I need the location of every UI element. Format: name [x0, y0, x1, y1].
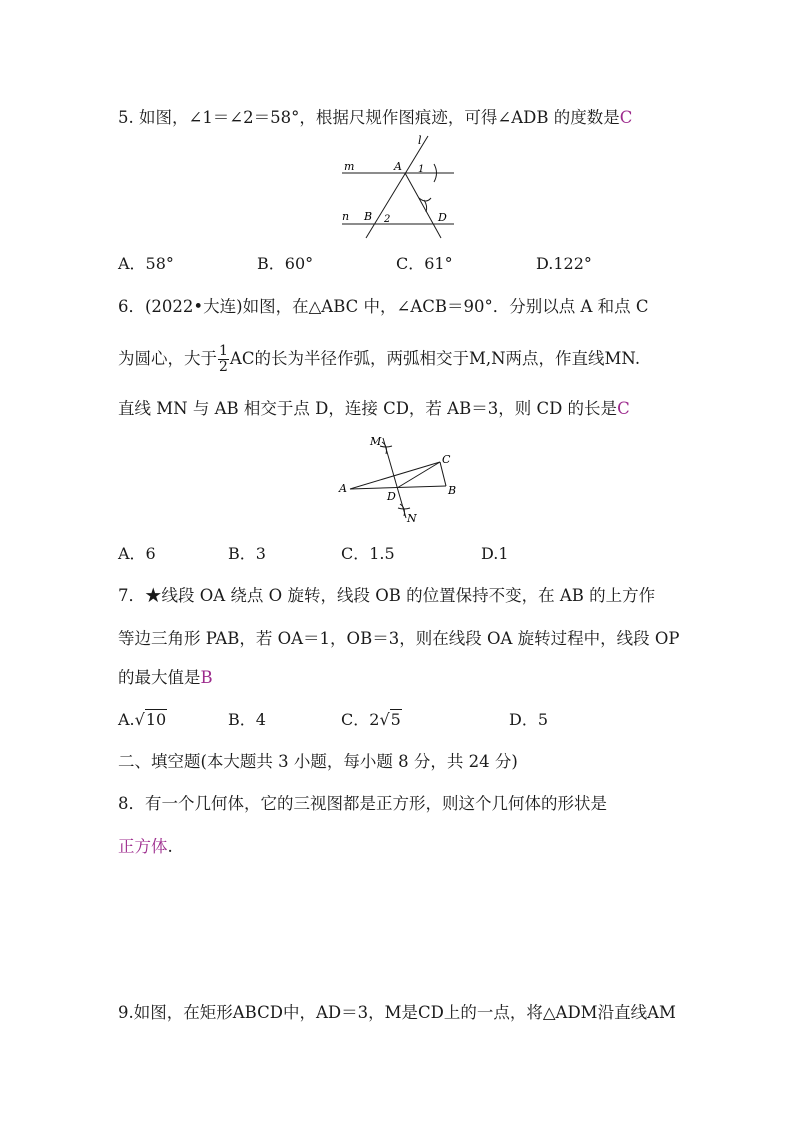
q5-line-l — [366, 136, 428, 238]
q6-label-m: M — [370, 435, 382, 448]
q5-option-b: B．60° — [257, 254, 314, 273]
q7-option-a-sqrt: √10 — [134, 710, 167, 729]
q9-line1: 9.如图，在矩形ABCD中，AD＝3，M是CD上的一点，将△ADM沿直线AM — [118, 1003, 676, 1022]
section2-title: 二、填空题(本大题共 3 小题，每小题 8 分，共 24 分) — [118, 752, 518, 771]
q6-frac-num: 1 — [219, 343, 228, 359]
q5-answer: C — [619, 108, 633, 127]
q6-line2-post: AC的长为半径作弧，两弧相交于M,N两点，作直线MN. — [229, 349, 641, 368]
q7-line3-text: 的最大值是 — [118, 668, 201, 687]
q6-frac-den: 2 — [219, 359, 228, 375]
q7-option-d: D．5 — [509, 710, 549, 729]
q6-label-d: D — [387, 490, 396, 503]
q8-answer-line — [118, 836, 173, 858]
q8-answer: 正方体 — [118, 837, 168, 856]
q6-line1: 6．(2022•大连)如图，在△ABC 中，∠ACB＝90°．分别以点 A 和点 C — [118, 297, 649, 316]
q5-label-n: n — [342, 210, 350, 223]
q6-option-c: C．1.5 — [341, 544, 395, 563]
q5-label-l: l — [418, 134, 422, 147]
q7-option-c-sqrt: √5 — [379, 710, 401, 729]
q6-arc-n2 — [400, 504, 405, 516]
q7-line1: 7．★线段 OA 绕点 O 旋转，线段 OB 的位置保持不变，在 AB 的上方作 — [118, 586, 656, 605]
q6-line2-pre: 为圆心，大于 — [118, 349, 217, 368]
q6-label-c: C — [442, 453, 451, 466]
q5-stem-text: 5. 如图，∠1＝∠2＝58°，根据尺规作图痕迹，可得∠ADB 的度数是 — [118, 108, 620, 127]
q6-arc-m2 — [382, 442, 387, 454]
q5-label-2: 2 — [384, 214, 391, 225]
q5-label-d: D — [438, 211, 447, 224]
q6-option-d: D.1 — [481, 544, 509, 563]
q7-option-a-prefix: A. — [118, 710, 135, 729]
q5-label-a: A — [394, 160, 402, 173]
q7-option-a — [118, 709, 167, 731]
q5-figure — [336, 134, 460, 242]
q5-label-b: B — [364, 210, 373, 223]
q7-option-c-prefix: C．2 — [341, 710, 380, 729]
q7-option-c-radicand: 5 — [390, 710, 401, 729]
q6-option-a: A．6 — [118, 544, 156, 563]
q8-line1: 8．有一个几何体，它的三视图都是正方形，则这个几何体的形状是 — [118, 794, 607, 813]
q6-line3-text: 直线 MN 与 AB 相交于点 D，连接 CD，若 AB＝3，则 CD 的长是 — [118, 399, 618, 418]
q7-line2: 等边三角形 PAB，若 OA＝1，OB＝3，则在线段 OA 旋转过程中，线段 OP — [118, 629, 680, 648]
q6-segment-cd — [397, 462, 440, 488]
q6-label-a: A — [339, 482, 347, 495]
q6-answer: C — [617, 399, 630, 418]
q5-label-m: m — [344, 160, 355, 173]
q7-answer: B — [200, 668, 213, 687]
q7-option-c — [341, 709, 402, 731]
q6-label-n: N — [407, 512, 417, 525]
q6-line2 — [118, 339, 640, 379]
q6-label-b: B — [448, 484, 457, 497]
q7-line3 — [118, 667, 213, 689]
q7-option-a-radicand: 10 — [145, 710, 167, 729]
q5-option-a: A．58° — [118, 254, 174, 273]
q5-segment-ad — [405, 173, 441, 238]
q6-option-b: B．3 — [228, 544, 266, 563]
q5-option-d: D.122° — [536, 254, 592, 273]
q7-option-b: B．4 — [228, 710, 266, 729]
q6-side-ac — [350, 462, 440, 489]
q6-figure — [336, 432, 464, 528]
q5-label-1: 1 — [418, 164, 425, 175]
q6-fraction — [218, 344, 229, 375]
q5-stem — [118, 107, 632, 129]
q5-option-c: C．61° — [396, 254, 453, 273]
q6-line3 — [118, 398, 630, 420]
q8-period: . — [167, 837, 173, 856]
